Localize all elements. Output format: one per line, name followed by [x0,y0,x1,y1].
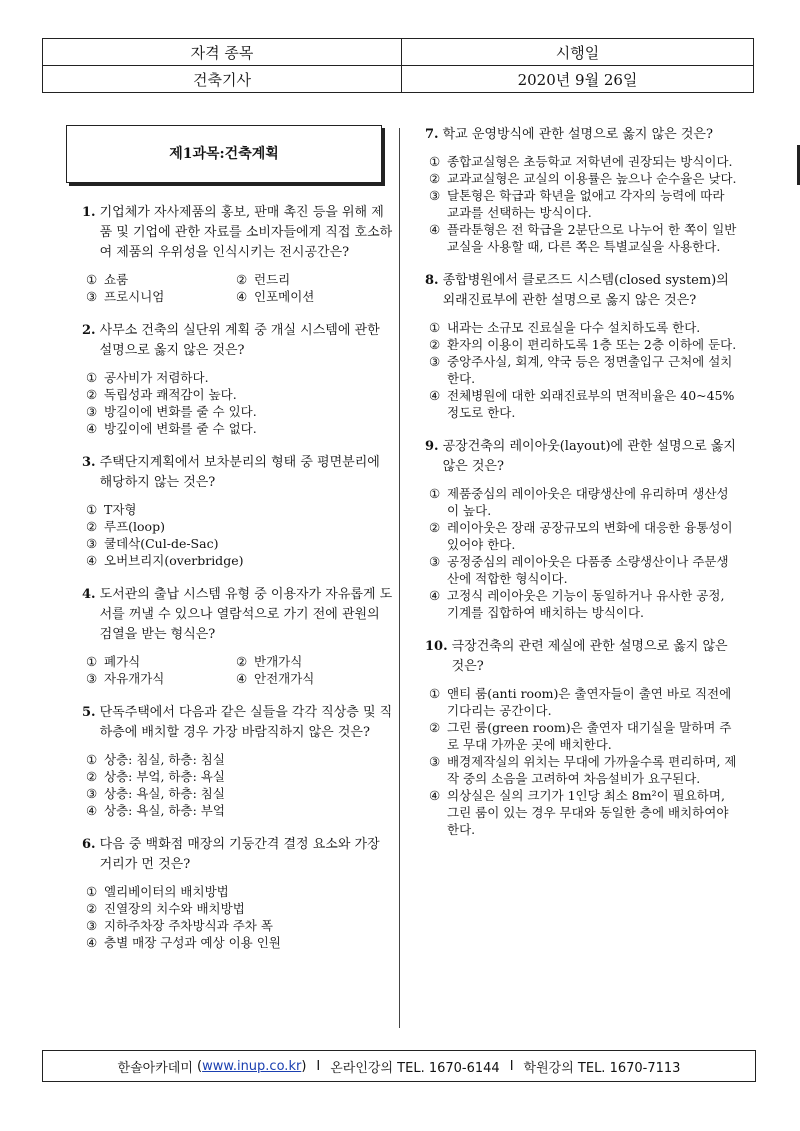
option-number: ① [429,154,441,169]
question-item [82,703,394,819]
option-text: 층별 매장 구성과 예상 이용 인원 [104,935,281,950]
option-number: ④ [86,803,98,818]
option-number: ④ [86,553,98,568]
option-text: 인포메이션 [254,289,315,304]
option-text: 환자의 이용이 편리하도록 1층 또는 2층 이하에 둔다. [447,337,737,352]
answer-option [429,187,737,221]
option-number: ② [429,171,441,186]
answer-option [86,802,394,819]
question-number: 2. [82,323,96,338]
question-stem [82,703,394,743]
footer-separator: I [509,1058,514,1074]
option-number: ③ [429,754,441,769]
question-list-left [82,203,394,951]
option-text: 배경제작실의 위치는 무대에 가까울수록 편리하며, 제작 중의 소음을 고려하여 차음설비가 요구된다. [447,754,737,786]
option-number: ③ [86,918,98,933]
option-list [82,653,394,687]
option-text: 그린 룸(green room)은 출연자 대기실을 말하며 주로 무대 가까운 곳에 배치한다. [447,720,732,752]
option-text: 프로시니엄 [104,289,165,304]
answer-option [86,670,236,687]
exam-info-table [42,38,754,93]
answer-option [86,785,394,802]
question-item [82,835,394,951]
option-number: ② [429,520,441,535]
question-text: 도서관의 출납 시스템 유형 중 이용자가 자유롭게 도서를 꺼낼 수 있으나 열람석으로 가기 전에 관원의 검열을 받는 형식은? [99,587,393,642]
date-header: 시행일 [402,39,754,66]
question-number: 4. [82,587,96,602]
option-text: 방깊이에 변화를 줄 수 없다. [104,421,257,436]
question-item [425,437,737,621]
option-number: ④ [429,588,441,603]
answer-option [86,934,394,951]
answer-option [86,900,394,917]
option-text: 공정중심의 레이아웃은 다품종 소량생산이나 주문생산에 적합한 형식이다. [447,554,729,586]
answer-option [429,353,737,387]
answer-option [86,271,236,288]
question-item [425,125,737,255]
option-text: 교과교실형은 교실의 이용률은 높으나 순수율은 낮다. [447,171,737,186]
answer-option [236,653,386,670]
option-text: 자유개가식 [104,671,165,686]
question-text: 기업체가 자사제품의 홍보, 판매 촉진 등을 위해 제품 및 기업에 관한 자료를 소비자들에게 직접 호소하여 제품의 우위성을 인식시키는 전시공간은? [99,205,393,260]
answer-option [429,221,737,255]
question-text: 다음 중 백화점 매장의 기둥간격 결정 요소와 가장 거리가 먼 것은? [99,837,380,872]
option-number: ① [429,320,441,335]
option-text: 제품중심의 레이아웃은 대량생산에 유리하며 생산성이 높다. [447,486,729,518]
question-number: 3. [82,455,96,470]
question-stem [82,453,394,493]
question-stem [425,125,737,145]
footer-academy: 한솔아카데미 [117,1060,193,1076]
option-number: ① [86,272,98,287]
option-text: 상층: 욕실, 하층: 침실 [104,786,225,801]
option-number: ① [86,752,98,767]
answer-option [86,386,394,403]
question-item [82,203,394,305]
question-stem [82,835,394,875]
question-number: 9. [425,439,439,454]
answer-option [86,751,394,768]
option-text: 반개가식 [254,654,303,669]
option-text: 안전개가식 [254,671,315,686]
question-number: 10. [425,639,448,654]
option-number: ④ [429,222,441,237]
option-text: 런드리 [254,272,291,287]
answer-option [86,883,394,900]
option-number: ③ [429,188,441,203]
option-number: ③ [86,289,98,304]
answer-option [236,271,386,288]
answer-option [429,485,737,519]
question-number: 6. [82,837,96,852]
option-text: 루프(loop) [104,519,165,534]
option-number: ① [86,884,98,899]
question-text: 종합병원에서 클로즈드 시스템(closed system)의 외래진료부에 관한 설명으로 옳지 않은 것은? [442,273,729,308]
option-list [82,271,394,305]
option-number: ③ [429,554,441,569]
option-number: ② [86,769,98,784]
answer-option [429,336,737,353]
question-number: 5. [82,705,96,720]
option-list [425,153,737,255]
option-number: ③ [429,354,441,369]
footer-separator: I [316,1058,321,1074]
option-text: 플라툰형은 전 학급을 2분단으로 나누어 한 쪽이 일반 교실을 사용할 때, 다른 쪽은 특별교실을 사용한다. [447,222,737,254]
option-number: ① [86,502,98,517]
right-column [425,125,737,854]
answer-option [429,787,737,838]
option-list [82,369,394,437]
option-text: 레이아웃은 장래 공장규모의 변화에 대응한 융통성이 있어야 한다. [447,520,733,552]
option-text: 상층: 욕실, 하층: 부엌 [104,803,225,818]
option-number: ② [86,519,98,534]
answer-option [429,170,737,187]
option-number: ③ [86,536,98,551]
question-item [82,321,394,437]
question-stem [82,321,394,361]
column-divider [399,128,400,1028]
question-list-right [425,125,737,838]
option-number: ② [236,654,248,669]
question-text: 극장건축의 관련 제실에 관한 설명으로 옳지 않은 것은? [451,639,728,674]
question-text: 사무소 건축의 실단위 계획 중 개실 시스템에 관한 설명으로 옳지 않은 것은? [99,323,380,358]
option-text: 방길이에 변화를 줄 수 있다. [104,404,257,419]
answer-option [429,685,737,719]
footer-online-tel: 온라인강의 TEL. 1670-6144 [330,1060,500,1076]
option-number: ① [429,486,441,501]
option-text: 진열장의 치수와 배치방법 [104,901,245,916]
answer-option [429,319,737,336]
question-item [82,453,394,569]
option-list [425,685,737,838]
subject-header: 자격 종목 [43,39,402,66]
answer-option [86,518,394,535]
answer-option [86,501,394,518]
option-text: T자형 [104,502,137,517]
option-number: ④ [86,935,98,950]
option-list [425,485,737,621]
option-list [82,751,394,819]
option-text: 고정식 레이아웃은 기능이 동일하거나 유사한 공정, 기계를 집합하여 배치하는 방식이다. [447,588,725,620]
option-list [425,319,737,421]
question-item [82,585,394,687]
option-number: ④ [429,388,441,403]
answer-option [236,288,386,305]
answer-option [429,753,737,787]
option-number: ④ [86,421,98,436]
option-text: 엘리베이터의 배치방법 [104,884,229,899]
option-number: ③ [86,404,98,419]
answer-option [429,587,737,621]
question-number: 7. [425,127,439,142]
option-number: ④ [429,788,441,803]
answer-option [86,535,394,552]
option-text: 쇼룸 [104,272,129,287]
question-stem [425,271,737,311]
answer-option [86,768,394,785]
option-number: ④ [236,289,248,304]
option-text: 달톤형은 학급과 학년을 없애고 각자의 능력에 따라 교과를 선택하는 방식이다. [447,188,725,220]
footer-paren-open: ( [197,1058,203,1074]
option-text: 독립성과 쾌적감이 높다. [104,387,237,402]
answer-option [86,403,394,420]
left-column [82,125,394,967]
option-number: ② [236,272,248,287]
question-stem [82,203,394,263]
answer-option [86,369,394,386]
option-number: ② [86,387,98,402]
option-text: 전체병원에 대한 외래진료부의 면적비율은 40~45% 정도로 한다. [447,388,735,420]
question-text: 단독주택에서 다음과 같은 실들을 각각 직상층 및 직하층에 배치할 경우 가장 바람직하지 않은 것은? [99,705,393,740]
option-text: 쿨데삭(Cul-de-Sac) [104,536,219,551]
question-text: 공장건축의 레이아웃(layout)에 관한 설명으로 옳지 않은 것은? [442,439,736,474]
footer-paren-close: ) [301,1058,307,1074]
section-title: 제1과목:건축계획 [66,125,382,183]
option-text: 의상실은 실의 크기가 1인당 최소 8m²이 필요하며, 그린 룸이 있는 경우 무대와 동일한 층에 배치하여야 한다. [447,788,729,837]
footer-offline-tel: 학원강의 TEL. 1670-7113 [523,1060,681,1076]
option-text: 상층: 부엌, 하층: 욕실 [104,769,225,784]
option-text: 오버브리지(overbridge) [104,553,244,568]
question-item [425,271,737,421]
subject-value: 건축기사 [43,66,402,93]
option-text: 지하주차장 주차방식과 주차 폭 [104,918,273,933]
question-text: 주택단지계획에서 보차분리의 형태 중 평면분리에 해당하지 않는 것은? [99,455,380,490]
question-number: 8. [425,273,439,288]
option-text: 상층: 침실, 하층: 침실 [104,752,225,767]
answer-option [429,553,737,587]
answer-option [429,153,737,170]
option-number: ③ [86,786,98,801]
option-list [82,501,394,569]
footer-link[interactable]: www.inup.co.kr [202,1058,302,1074]
question-item [425,637,737,838]
option-text: 공사비가 저렴하다. [104,370,209,385]
option-text: 앤티 룸(anti room)은 출연자들이 출연 바로 직전에 기다리는 공간이다. [447,686,732,718]
option-text: 중앙주사실, 회계, 약국 등은 정면출입구 근처에 설치한다. [447,354,733,386]
question-text: 학교 운영방식에 관한 설명으로 옳지 않은 것은? [442,127,713,142]
option-number: ② [429,337,441,352]
answer-option [86,288,236,305]
question-number: 1. [82,205,96,220]
answer-option [429,519,737,553]
option-number: ① [86,370,98,385]
answer-option [86,552,394,569]
date-value: 2020년 9월 26일 [402,66,754,93]
option-number: ④ [236,671,248,686]
question-stem [82,585,394,645]
option-number: ① [429,686,441,701]
option-text: 폐가식 [104,654,141,669]
option-number: ② [429,720,441,735]
answer-option [86,653,236,670]
answer-option [429,719,737,753]
answer-option [86,420,394,437]
option-number: ② [86,901,98,916]
answer-option [429,387,737,421]
option-text: 종합교실형은 초등학교 저학년에 권장되는 방식이다. [447,154,733,169]
option-number: ① [86,654,98,669]
option-text: 내과는 소규모 진료실을 다수 설치하도록 한다. [447,320,701,335]
answer-option [86,917,394,934]
footer [42,1050,756,1082]
option-list [82,883,394,951]
option-number: ③ [86,671,98,686]
answer-option [236,670,386,687]
question-stem [425,637,737,677]
question-stem [425,437,737,477]
